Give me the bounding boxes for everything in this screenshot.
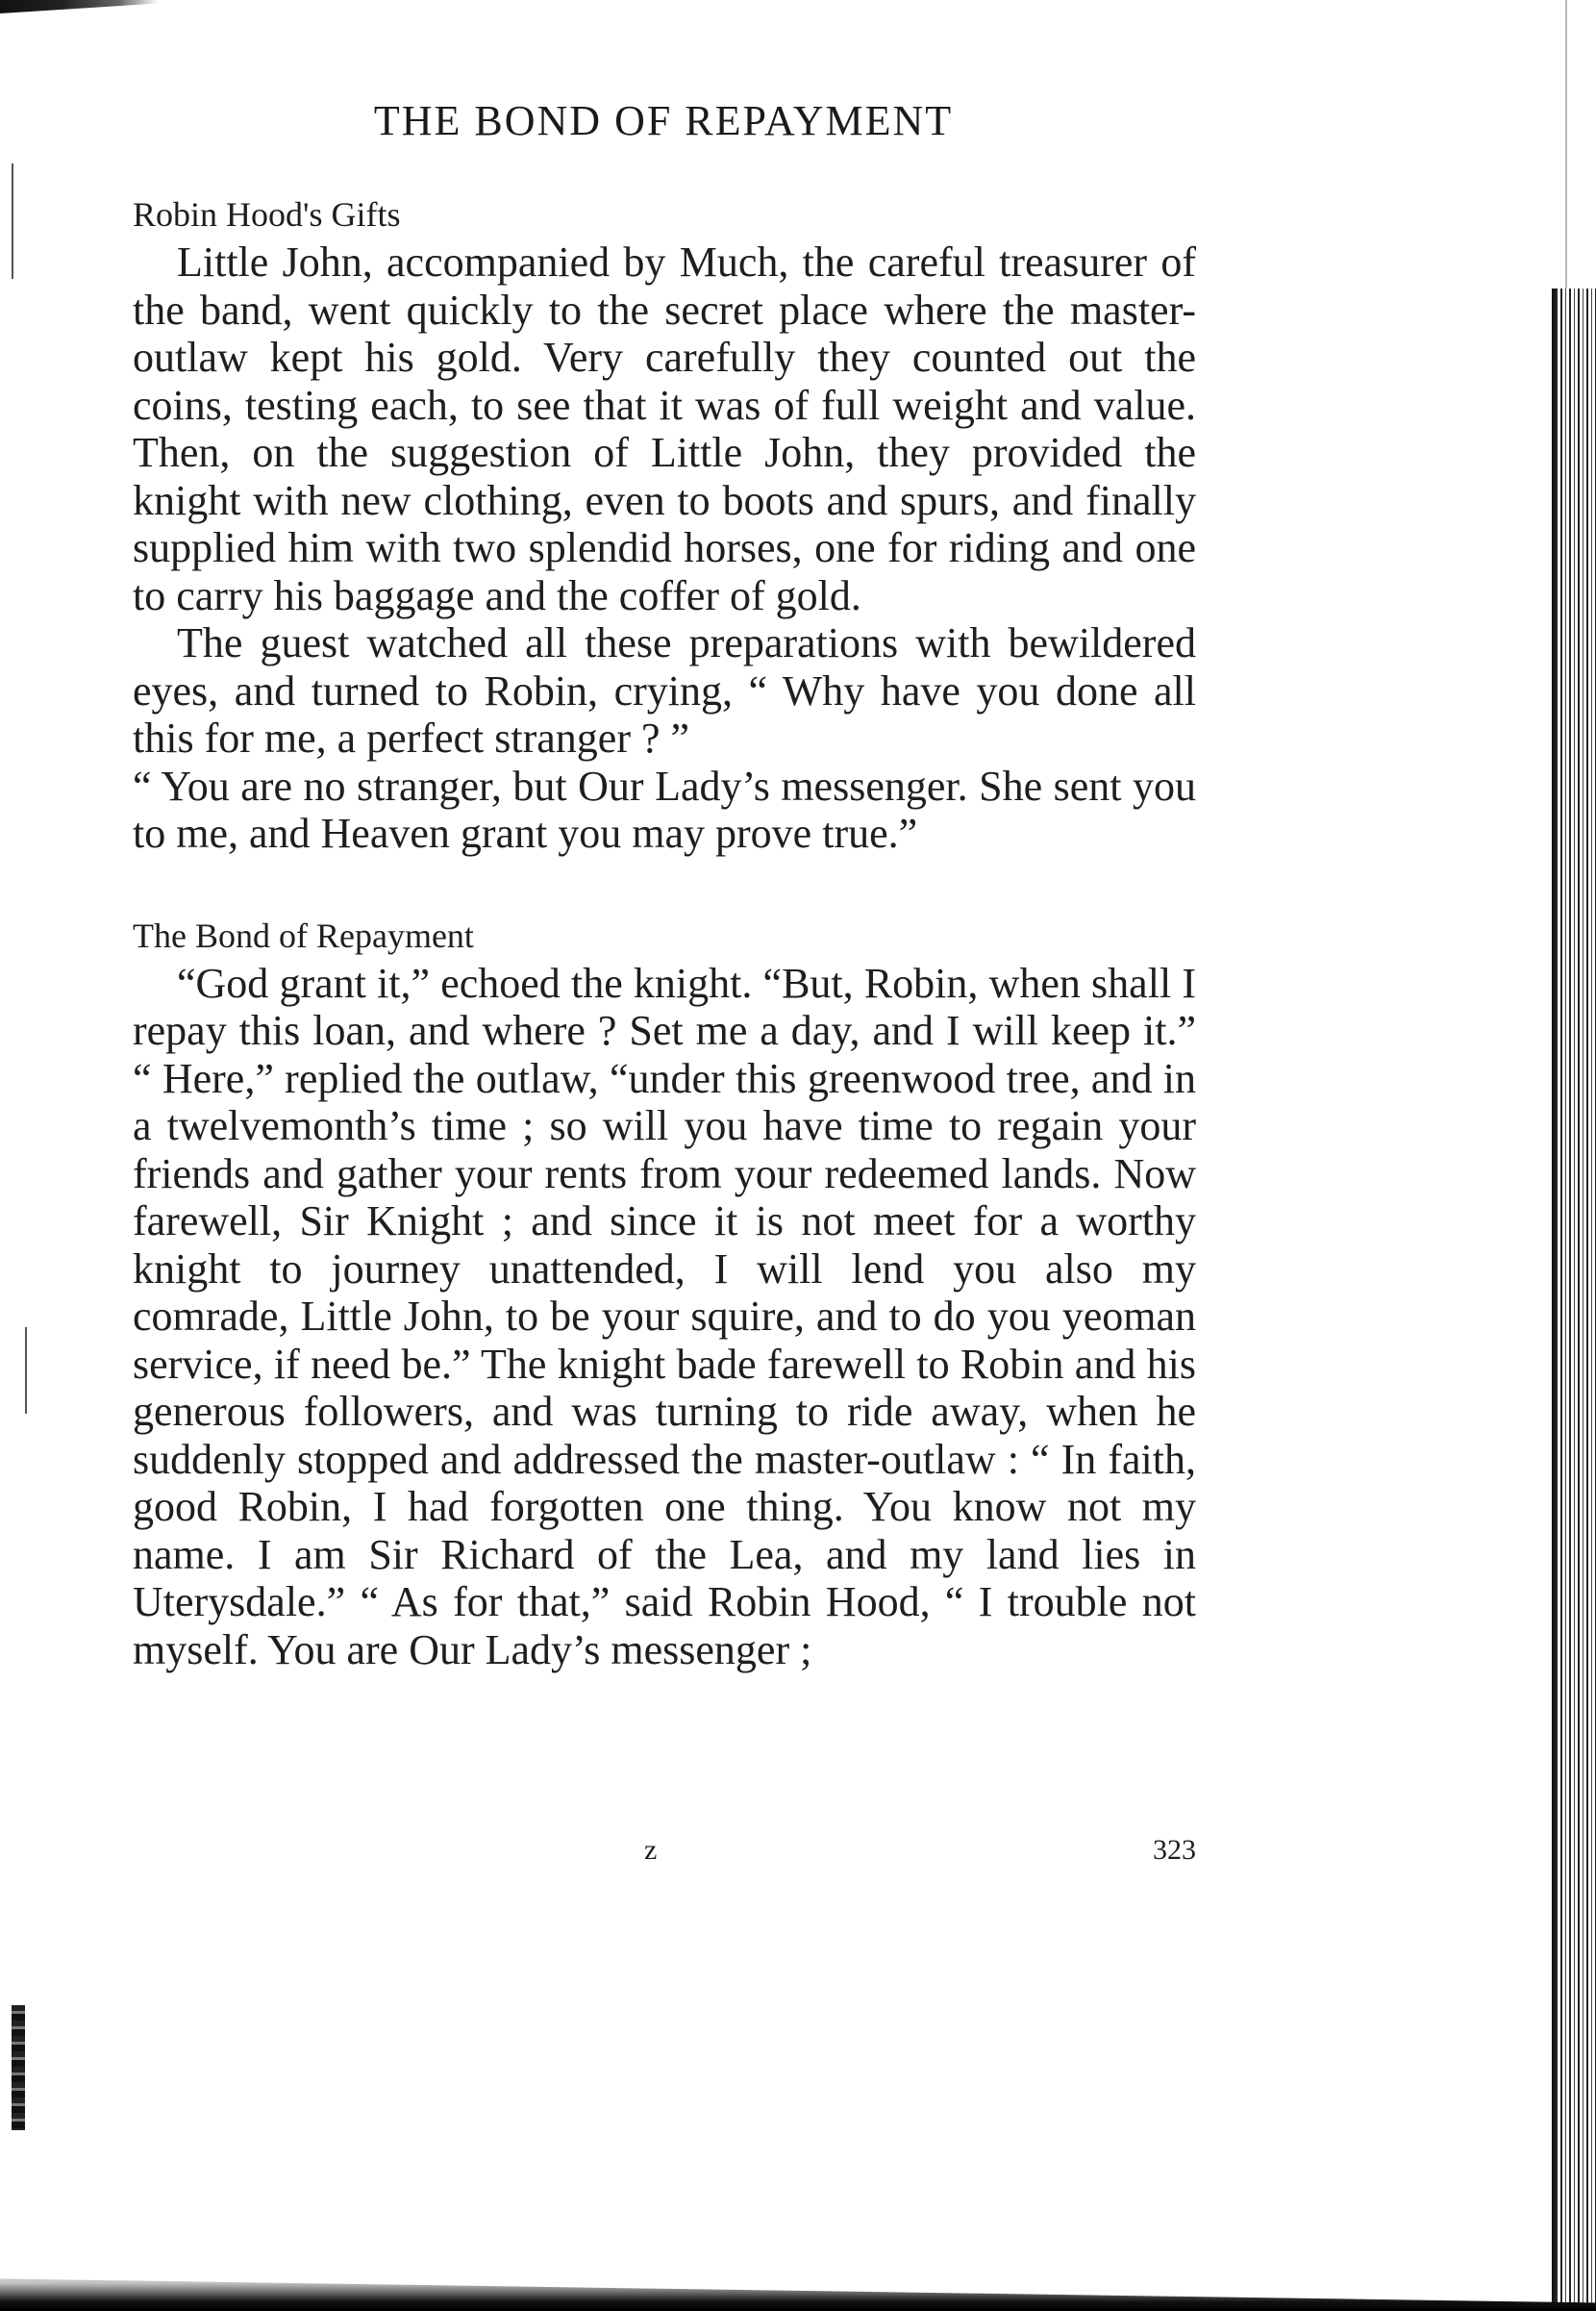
page-number: 323 bbox=[1153, 1834, 1196, 1866]
scan-left-binding-mark bbox=[12, 2005, 25, 2130]
scan-left-speck bbox=[25, 1327, 27, 1414]
signature-mark: z bbox=[644, 1834, 658, 1866]
paragraph: “ You are no stranger, but Our Lady’s messenger. She sent you to me, and Heaven grant you may prove true.” bbox=[133, 762, 1196, 857]
scan-bottom-shadow bbox=[0, 2265, 1596, 2311]
scan-right-page-edges bbox=[1558, 289, 1596, 2311]
body-text bbox=[133, 190, 1196, 1673]
page-footer bbox=[133, 1834, 1196, 1872]
section-heading: The Bond of Repayment bbox=[133, 916, 474, 955]
paragraph: Little John, accompanied by Much, the careful treasurer of the band, went quickly to the secret place where the master-outlaw kept his gold. Very carefully they counted out the coins, testing each, to see that it was of full weight and value. Then, on the suggestion of Little John, they provided the knight with new clothing, even to boots and spurs, and finally supplied him with two splendid horses, one for riding and one to carry his baggage and the coffer of gold. bbox=[133, 239, 1196, 619]
scan-corner-mark bbox=[0, 0, 159, 13]
running-head: THE BOND OF REPAYMENT bbox=[373, 97, 954, 144]
paragraph: “God grant it,” echoed the knight. “But, Robin, when shall I repay this loan, and where ? Set me a day, and I will keep it.” “ Here,” replied the outlaw, “under this greenwood tree, and in a twelvemonth’s time ; so will you have time to regain your friends and gather your rents from your redeemed lands. Now farewell, Sir Knight ; and since it is not meet for a worthy knight to journey unattended, I will lend you also my comrade, Little John, to be your squire, and to do you yeoman service, if need be.” The knight bade farewell to Robin and his generous followers, and was turning to ride away, when he suddenly stopped and addressed the master-outlaw : “ In faith, good Robin, I had forgotten one thing. You know not my name. I am Sir Richard of the Lea, and my land lies in Uterysdale.” “ As for that,” said Robin Hood, “ I trouble not myself. You are Our Lady’s messenger ; bbox=[133, 959, 1196, 1673]
scan-left-speck bbox=[12, 163, 13, 279]
paragraph: The guest watched all these preparations with bewildered eyes, and turned to Robin, crying, “ Why have you done all this for me, a perfect stranger ? ” bbox=[133, 619, 1196, 762]
section-heading: Robin Hood's Gifts bbox=[133, 195, 401, 234]
